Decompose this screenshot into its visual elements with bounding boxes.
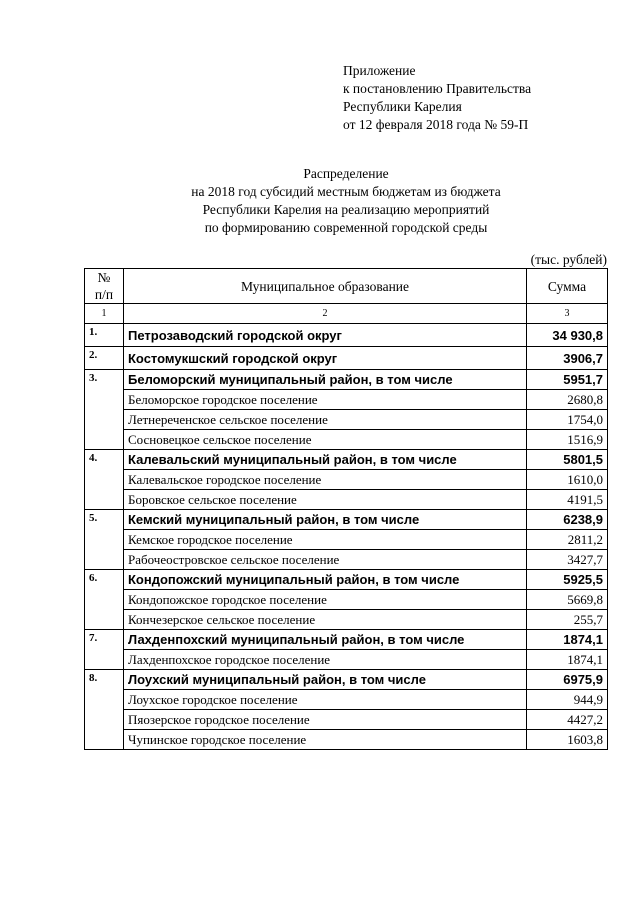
settlement-name: Чупинское городское поселение	[124, 730, 527, 750]
table-subrow	[85, 470, 608, 490]
settlement-name: Кончезерское сельское поселение	[124, 610, 527, 630]
table-row	[85, 570, 608, 590]
settlement-sum: 944,9	[527, 690, 608, 710]
title-line: по формированию современной городской среды	[204, 220, 488, 235]
appendix-line: Приложение	[343, 63, 416, 78]
distribution-table	[84, 268, 608, 750]
title-line: Республики Карелия на реализацию мероприятий	[202, 202, 490, 217]
settlement-name: Кондопожское городское поселение	[124, 590, 527, 610]
settlement-name: Рабочеостровское сельское поселение	[124, 550, 527, 570]
table-row	[85, 510, 608, 530]
settlement-name: Пяозерское городское поселение	[124, 710, 527, 730]
municipality-name: Лоухский муниципальный район, в том числе	[124, 670, 527, 690]
settlement-name: Лоухское городское поселение	[124, 690, 527, 710]
settlement-name: Летнереченское сельское поселение	[124, 410, 527, 430]
row-number: 3.	[85, 370, 124, 450]
municipality-name: Кондопожский муниципальный район, в том числе	[124, 570, 527, 590]
subsidy-sum: 5801,5	[527, 450, 608, 470]
subsidy-sum: 6238,9	[527, 510, 608, 530]
settlement-sum: 1874,1	[527, 650, 608, 670]
settlement-sum: 255,7	[527, 610, 608, 630]
settlement-sum: 1610,0	[527, 470, 608, 490]
table-row	[85, 370, 608, 390]
table-row	[85, 324, 608, 347]
settlement-name: Калевальское городское поселение	[124, 470, 527, 490]
subsidy-sum: 6975,9	[527, 670, 608, 690]
row-number: 8.	[85, 670, 124, 750]
settlement-sum: 2811,2	[527, 530, 608, 550]
municipality-name: Кемский муниципальный район, в том числе	[124, 510, 527, 530]
settlement-name: Лахденпохское городское поселение	[124, 650, 527, 670]
settlement-name: Беломорское городское поселение	[124, 390, 527, 410]
title-line: Распределение	[303, 166, 389, 181]
row-number: 7.	[85, 630, 124, 670]
settlement-sum: 1754,0	[527, 410, 608, 430]
unit-label: (тыс. рублей)	[530, 252, 607, 267]
settlement-sum: 4427,2	[527, 710, 608, 730]
table-subrow	[85, 730, 608, 750]
subsidy-sum: 3906,7	[527, 347, 608, 370]
table-subrow	[85, 550, 608, 570]
settlement-sum: 5669,8	[527, 590, 608, 610]
table-subrow	[85, 690, 608, 710]
table-row	[85, 347, 608, 370]
settlement-name: Сосновецкое сельское поселение	[124, 430, 527, 450]
row-number: 5.	[85, 510, 124, 570]
row-number: 1.	[85, 324, 124, 347]
table-subrow	[85, 650, 608, 670]
settlement-sum: 4191,5	[527, 490, 608, 510]
table-row	[85, 630, 608, 650]
index-cell: 2	[124, 304, 527, 324]
table-subrow	[85, 430, 608, 450]
table-header-row	[85, 269, 608, 304]
table-index-row	[85, 304, 608, 324]
row-number: 2.	[85, 347, 124, 370]
settlement-sum: 2680,8	[527, 390, 608, 410]
appendix-line: Республики Карелия	[343, 99, 462, 114]
municipality-name: Лахденпохский муниципальный район, в том числе	[124, 630, 527, 650]
subsidy-sum: 1874,1	[527, 630, 608, 650]
appendix-line: к постановлению Правительства	[343, 81, 532, 96]
municipality-name: Петрозаводский городской округ	[124, 324, 527, 347]
table-row	[85, 450, 608, 470]
municipality-name: Калевальский муниципальный район, в том числе	[124, 450, 527, 470]
document-title	[84, 165, 608, 237]
index-cell: 1	[85, 304, 124, 324]
table-subrow	[85, 410, 608, 430]
table-row	[85, 670, 608, 690]
settlement-name: Кемское городское поселение	[124, 530, 527, 550]
settlement-sum: 1516,9	[527, 430, 608, 450]
header-name: Муниципальное образование	[124, 269, 527, 304]
table-subrow	[85, 710, 608, 730]
municipality-name: Беломорский муниципальный район, в том числе	[124, 370, 527, 390]
table-subrow	[85, 530, 608, 550]
subsidy-sum: 34 930,8	[527, 324, 608, 347]
table-subrow	[85, 590, 608, 610]
table-subrow	[85, 390, 608, 410]
row-number: 4.	[85, 450, 124, 510]
subsidy-sum: 5925,5	[527, 570, 608, 590]
municipality-name: Костомукшский городской округ	[124, 347, 527, 370]
index-cell: 3	[527, 304, 608, 324]
title-line: на 2018 год субсидий местным бюджетам из бюджета	[191, 184, 501, 199]
header-num: № п/п	[85, 269, 124, 304]
header-sum: Сумма	[527, 269, 608, 304]
subsidy-sum: 5951,7	[527, 370, 608, 390]
appendix-block	[343, 62, 531, 134]
table-subrow	[85, 610, 608, 630]
row-number: 6.	[85, 570, 124, 630]
settlement-name: Боровское сельское поселение	[124, 490, 527, 510]
settlement-sum: 1603,8	[527, 730, 608, 750]
table-subrow	[85, 490, 608, 510]
appendix-line: от 12 февраля 2018 года № 59-П	[343, 117, 529, 132]
settlement-sum: 3427,7	[527, 550, 608, 570]
